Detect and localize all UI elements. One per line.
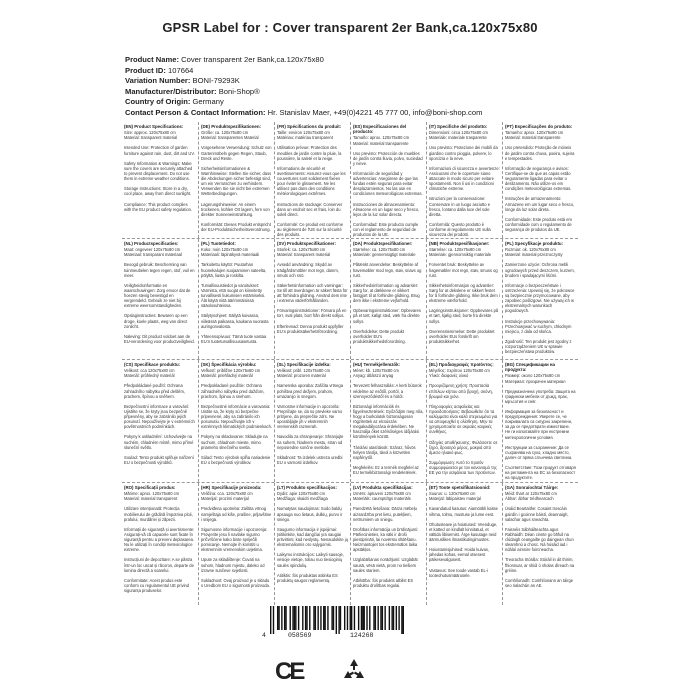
barcode-bar — [327, 606, 328, 630]
spec-block — [274, 483, 350, 605]
info-value: Cover transparent 2er Bank,ca.120x75x80 — [181, 55, 324, 64]
barcode-bar — [270, 606, 271, 634]
info-label: Product ID: — [125, 65, 166, 75]
barcode-bar — [294, 606, 295, 630]
info-label: Manufacturer/Distributor: — [125, 86, 217, 96]
spec-block — [350, 239, 426, 359]
barcode-bar — [351, 606, 352, 630]
spec-text: Izmērs: aptuveni 120x75x80 cm Materiāls: caurspīdīgs materiāls Paredzētā lietošana: Dārza mēbeļu aizsardzība pret lietu, putekļiem, netīrumiem un sniegu. Drošības informācija un brīdinājumi: Pārliecinieties, ka vāki ir droši piestiprināti, lai novērstu slīdēšanu. Neizmantojiet tos ekstremālos laika apstākļos. Uzglabāšanas norādījumi: Uzglabāt sausā, vēsā vietā, prom no tiešiem saules stariem. Atbilstība: Šis produkts atbilst ES produktu drošības regulai. — [353, 491, 419, 588]
spec-block — [122, 483, 198, 605]
page-title: GPSR Label for : Cover transparent 2er Bank,ca.120x75x80 — [162, 20, 538, 35]
barcode-bar — [396, 606, 397, 630]
barcode — [262, 606, 412, 642]
recycling-icon — [340, 656, 368, 684]
spec-row — [122, 482, 578, 605]
barcode-bar — [393, 606, 394, 630]
spec-heading: (IT) Specifiche del prodotto: — [429, 124, 488, 129]
spec-text: Storlek: ca. 120x75x80 cm Material: transparent material Avsedd användning: Skydd av trädgårdsmöbler mot regn, damm, smuts och snö. Säkerhetsinformation och varningar: Se till att överdragen är säkert fästa för att förhindra glidning. Använd dem inte i extrema väderförhållanden. Förvaringsinstruktioner: Förvara på en torr, sval plats, bort från direkt solljus. Efterlevnad: Denna produkt uppfyller EU:s produktsäkerhetsförordning. — [277, 247, 348, 334]
spec-block — [426, 360, 502, 482]
spec-block — [122, 360, 198, 482]
spec-block — [274, 360, 350, 482]
spec-heading: (DA) Produktspecifikationer: — [353, 241, 413, 246]
barcode-bar — [391, 606, 392, 630]
spec-heading: (GA) Sonraíochtaí Táirge: — [505, 485, 559, 490]
barcode-bar — [403, 606, 404, 634]
spec-text: Velikost: cca 120x75x80 cm Materiál: průhledný materiál Předpokládané použití: Ochrana zahradního nábytku před deštěm, prachem, špínou a sněhem. Bezpečnostní informace a varování: Ujistěte se, že kryty jsou bezpečně připevněny, aby se zabránilo jejich posunutí. Nepoužívejte je v extrémních povětrnostních podmínkách. Pokyny k uskladnění: Uchovávejte na suchém, chladném místě, mimo přímé sluneční světlo. Soulad: Tento produkt splňuje nařízení EU o bezpečnosti výrobků. — [124, 368, 195, 465]
barcode-bar — [292, 606, 293, 630]
spec-text: Size: approx. 120x75x80 cm Material: transparent material Intended Use: Protection of garden furniture against rain, dust, dirt and UV. Safety Information & Warnings: Make sure the covers are securely attached to prevent displacement. Do not use them in extreme weather conditions. Storage Instructions: Store in a dry, cool place, away from direct sunlight. Compliance: This product complies with the EU product safety regulation. — [124, 130, 195, 212]
barcode-bar — [323, 606, 324, 630]
barcode-bar — [320, 606, 321, 630]
info-row — [125, 97, 605, 108]
spec-text: Rozmiar: ok. 120x75x80 cm Materiał: materiał przezroczysty Zamierzone użycie: Ochrona mebli ogrodowych przed deszczem, kurzem, brudem i spadającymi liśćmi. Informacje o bezpieczeństwie i ostrzeżenia: Upewnij się, że pokrowce są bezpiecznie przymocowane, aby zapobiec poślizgowi. Nie używaj ich w ekstremalnych warunkach pogodowych. Instrukcje przechowywania: Przechowywać w suchym, chłodnym miejscu, z dala od słońca. Zgodność: Ten produkt jest zgodny z rozporządzeniem UE w sprawie bezpieczeństwa produktów. — [505, 247, 575, 355]
spec-text: Größe: ca. 120x75x80 cm Material: transparentes Material Vorgesehene Verwendung: Schutz von Gartenmöbeln gegen Regen, Staub, Dreck und Reste. Sicherheitsinformationen & Warnhinweise: Stellen Sie sicher, dass die Abdeckungen sicher befestigt sind, um ein Verrutschen zu verhindern. Verwenden Sie sie nicht bei extremen Wetterbedingungen. Lagerungshinweise: An einem trockenen, kühlen Ort lagern, fern von direkter Sonneneinstrahlung. Konformität: Dieses Produkt entspricht der EU-Produktsicherheitsverordnung. — [201, 130, 272, 232]
spec-block — [502, 360, 578, 482]
spec-text: Størrelse: ca. 120x75x80 cm Materiale: gjennomsiktig materiale Forventet bruk: Beskyttelse av hagemøbler mot regn, støv, smuss og rust. Sikkerhetsinformasjon og advarsler: Sørg for at dekslene er sikkert festet for å forhindre glidning. Ikke bruk dem i ekstreme værforhold. Lagringsinstruksjoner: Oppbevares på et tørt, kjølig sted, borte fra direkte sollys. Overensstemmelse: Dette produktet overholder EUs forskrift om produktsikkerhet. — [429, 247, 500, 344]
spec-text: Tamaño: aprox. 120x75x80 cm Material: material transparente Uso previsto: Protección de muebles de jardín contra lluvia, polvo, suciedad y nieve. Información de seguridad y advertencias: Asegúrese de que las fundas estén seguras para evitar desplazamientos. No las use en condiciones meteorológicas extremas. Instrucciones de almacenamiento: Almacene en un lugar seco y fresco, lejos de la luz solar directa. Conformidad: Este producto cumple con el reglamento de seguridad de productos de la UE. — [353, 135, 423, 238]
spec-block — [426, 122, 502, 238]
barcode-bar — [317, 606, 318, 630]
barcode-bar — [284, 606, 285, 630]
barcode-bar — [285, 606, 286, 630]
spec-text: Maat: ongeveer 120x75x80 cm Materiaal: transparant materiaal Beoogd gebruik: Bescherming van tuinmeubelen tegen regen, stof, vuil en meer. Veiligheidsinformatie en waarschuwingen: Zorg ervoor dat de hoezen stevig bevestigd en vergrendeld. Gebruik ze niet bij extreme weersomstandigheden. Opslaginstructies: Bewaren op een droge, koele plaats, weg van direct zonlicht. Naleving: Dit product voldoet aan de EU-verordening voor productveiligheid. — [124, 247, 195, 344]
spec-heading: (NB) Produktspesifikasjoner: — [429, 241, 490, 246]
barcode-right-digits: 124268 — [350, 632, 374, 639]
barcode-bar — [305, 606, 306, 630]
barcode-bar — [333, 606, 334, 630]
barcode-bar — [361, 606, 362, 630]
spec-block — [274, 239, 350, 359]
barcode-bar — [290, 606, 291, 630]
barcode-bar — [401, 606, 402, 634]
barcode-bar — [295, 606, 296, 630]
spec-text: Dimensioni: circa 120x75x80 cm Materiale: materiale trasparente Uso previsto: Protezione dei mobili da giardino contro pioggia, polvere, lo sporcizia e la neve. Informazioni di sicurezza e avvertenze: Assicurarsi che le coperture siano attaccate in modo sicuro per evitare spostamenti. Non li usi in condizioni climatiche estreme. Istruzioni per la conservazione: Conservare in un luogo asciutto e fresco, lontano dalla luce del sole diretta. Conformità: Questo prodotto è conforme al regolamento UE sulla sicurezza dei prodotti. — [429, 130, 500, 238]
spec-block — [122, 122, 198, 238]
barcode-bar — [366, 606, 367, 630]
spec-heading: (HU) Termékjellemzők: — [353, 362, 401, 367]
spec-text: Taille: environ 120x75x80 cm Matériau: matériau transparent Utilisation prévue: Protection des meubles de jardin contre la pluie, la poussière, la saleté et la neige. Informations de sécurité et avertissements: Assurez-vous que les couvertures sont solidement fixées pour éviter le glissement. Ne les utilisez pas dans des conditions météorologiques extrêmes. Instructions de stockage: Conserver dans un endroit sec et frais, loin du soleil direct. Conformité: Ce produit est conforme au règlement de l'UE sur la sécurité des produits. — [277, 130, 346, 238]
spec-heading: (ET) Toote spetsifikatsioonid: — [429, 485, 491, 490]
spec-heading: (NL) Productspecificaties: — [124, 241, 179, 246]
barcode-bar — [380, 606, 381, 630]
info-value: 107664 — [168, 65, 194, 75]
barcode-bar — [364, 606, 365, 630]
spec-block — [198, 239, 274, 359]
spec-text: Koko: noin 120x75x80 cm Materiaali: läpinäkyvä materiaali Tarkoitettu käyttö: Puutarhan huonekalujen suojaaminen sateelta, pölyltä, liasta ja roskilta. Turvallisuustiedot ja varoitukset: Varmista, että suojat on kiinnitetty turvallisesti liukumisen estämiseksi. Älä käytä niitä äärimmäisissä sääolosuhteissa. Säilytysohjeet: Säilytä kuivassa, viileässä paikassa, kaukana suorasta auringonvalosta. Yhteensopivuus: Tämä tuote vastaa EU:n tuoteturvallisuusasetusta. — [201, 247, 269, 344]
spec-text: Размер: около 120x75x80 cm Материал: прозрачен материал Предназначена употреба: Защита на градински мебели от дъжд, прах, мръсотия и сняг. Информация за безопасност и предупреждения: Уверете се, че покривалата са сигурно закрепени, за да се предотврати изместване. Не ги използвайте при екстремни метеорологични условия. Инструкции за съхранение: Да се съхранява на сухо, хладно място, далеч от пряка слънчева светлина. Съответствие: Този продукт отговаря на регламента на ЕС за безопасност на продуктите. — [505, 373, 576, 481]
barcode-bar — [278, 606, 279, 630]
spec-block — [426, 239, 502, 359]
spec-block — [198, 122, 274, 238]
spec-heading: (LV) Produkta specifikācijas: — [353, 485, 413, 490]
barcode-lead-digit: 4 — [262, 632, 266, 639]
spec-block — [122, 239, 198, 359]
barcode-bar — [354, 606, 355, 630]
barcode-bar — [315, 606, 316, 630]
barcode-left-digits: 058569 — [288, 632, 312, 639]
barcode-bar — [369, 606, 370, 630]
info-label: Variation Number: — [125, 76, 191, 85]
barcode-bar — [336, 606, 337, 634]
spec-block — [350, 483, 426, 605]
info-label: Country of Origin: — [125, 97, 191, 106]
barcode-bar — [350, 606, 351, 630]
barcode-bar — [273, 606, 274, 634]
barcode-bar — [324, 606, 325, 630]
barcode-bar — [389, 606, 390, 630]
spec-heading: (BG) Спецификации на продукта: — [505, 362, 555, 373]
info-value: Germany — [192, 97, 224, 106]
info-value: BONI-79293K — [192, 76, 240, 85]
spec-text: Méret: kb. 120x75x80 cm Anyag: átlátszó anyag Tervezett felhasználás: A kerti bútorok védelme az esőtől, portól, a szennyeződéstől és a hótól. Biztonsági információk és figyelmeztetések: Győződjön meg róla, hogy a burkolatok biztonságosan rögzítettek az elcsúszás megakadályozása érdekében. Ne használja őket szélsőséges időjárási körülmények között. Tárolási utasítások: Száraz, hűvös helyen tárolja, távol a közvetlen napfénytől. Megfelelés: Ez a termék megfelel az EU termékbiztonsági rendeletének. — [353, 368, 424, 476]
barcode-bar — [338, 606, 339, 634]
spec-heading: (DE) Produktspezifikationen: — [201, 124, 262, 129]
barcode-bar — [309, 606, 310, 630]
spec-text: Μέγεθος: περίπου 120x75x80 cm Υλικό: διαφανές υλικό Προοριζόμενη χρήση: Προστασία επίπλων κήπου από βροχή, σκόνη, βρωμιά και χιόνι. Πληροφορίες ασφαλείας και προειδοποιήσεις: Βεβαιωθείτε ότι τα καλύμματα είναι καλά στερεωμένα για να αποφευχθεί η ολίσθηση. Μην τα χρησιμοποιείτε σε ακραίες καιρικές συνθήκες. Οδηγίες αποθήκευσης: Φυλάσσετε σε ξηρό, δροσερό μέρος, μακριά από άμεσο ηλιακό φως. Συμμόρφωση: Αυτό το προϊόν συμμορφώνεται με τον κανονισμό της ΕΕ για την ασφάλεια των προϊόντων. — [429, 368, 498, 476]
info-label: Contact Person & Contact Information: — [125, 107, 266, 117]
spec-block — [502, 239, 578, 359]
barcode-bar — [382, 606, 383, 630]
barcode-bar — [373, 606, 374, 630]
spec-heading: (SV) Produktspecifikationer: — [277, 241, 337, 246]
spec-text: Veličina: cca. 120x75x80 cm Materijal: prozirni materijal Predviđena upotreba: Zaštita vrtnog namještaja od kiše, prašine, prljavštine i snijega. Sigurnosne informacije i upozorenja: Provjerite jesu li navlake sigurno pričvršćene kako biste spriječili pomicanje. Nemojte ih koristiti u ekstremnim vremenskim uvjetima. Upute za skladištenje: Čuvati na suhom, hladnom mjestu, daleko od izravne sunčeve svjetlosti. Sukladnost: Ovaj proizvod je u skladu s Uredbom EU o sigurnosti proizvoda. — [201, 491, 272, 588]
spec-text: Suurus: u. 120x75x80 cm Materjal: läbipaistev materjal Kavandatud kasutus: Aiamööbli kaitse vihma, tolmu, mustuse ja lume eest. Ohutusteave ja hoiatused: Veenduge, et katted on kindlalt kinnitatud, et vältida libisemist. Ärge kasutage neid äärmuslikes ilmastikutingimustes. Hoiustamisjuhised: Hoida kuivas, jahedas kohas, eemal otsesest päikesevalgusest. Vastavus: See toode vastab EL-i tooteohutusmäärusele. — [429, 491, 498, 578]
spec-row — [122, 359, 578, 482]
spec-heading: (PL) Tuotetiedot: — [201, 241, 236, 246]
spec-text: Tamanho: aprox. 120x75x80 cm Material: material transparente Uso pretendido: Proteção de móveis de jardim contra chuva, poeira, sujeira e tempestades. Informação de segurança e avisos: Certifique-se de que as capas estão seguramente ligadas para evitar o deslizamento. Não utilize-os em condições meteorológicas extremas. Instruções de armazenamento: Armazene em um lugar seco e fresco, longe da luz solar direta. Conformidade: Este produto está em conformidade com o regulamento de segurança de produtos da UE. — [505, 130, 575, 232]
spec-heading: (HR) Specifikacije proizvoda: — [201, 485, 262, 490]
spec-text: Velikost: pribl. 120x75x80 cm Material: prozoren material Namenska uporaba: Zaščita vrtnega pohištva pred dežjem, prahom, umazanijo in snegom. Varnostne informacije in opozorila: Prepričajte se, da so prevleke varno pritrjene, da preprečite zdrs. Ne uporabljajte jih v ekstremnih vremenskih razmerah. Navodila za shranjevanje: Shranjujte na suhem, hladnem mestu, stran od neposredne sončne svetlobe. Skladnost: Ta izdelek ustreza uredbi EU o varnosti izdelkov. — [277, 368, 344, 465]
spec-text: Méid: thart ar 120x75x80 cm Ábhar: ábhar trédhearcach Úsáid Beartaithe: Cosaint troscáin gairdín i gcoinne báistí, deannaigh, salachar agus sneachta. Faisnéis Sábháilteachta agus Rabhaidh: Déan cinnte go bhfuil na clúdaigh ceangailte go daingean chun sleamhnú a chosc. Ná húsáid iad i ndálaí aimsire foircneacha. Treoracha Stórála: Stóráil in áit thirim, fhionnuar, ar shiúl ó sholas díreach na gréine. Comhlíonadh: Comhlíonann an táirge seo rialachán an AE. — [505, 491, 575, 588]
spec-block — [198, 483, 274, 605]
barcode-bar — [375, 606, 376, 630]
info-row — [125, 55, 605, 66]
spec-block — [350, 360, 426, 482]
spec-heading: (CS) Specifikace produktu: — [124, 362, 181, 367]
spec-heading: (PT) Especificações do produto: — [505, 124, 573, 129]
barcode-bar — [281, 606, 282, 630]
spec-heading: (RO) Specificații produs: — [124, 485, 176, 490]
spec-block — [426, 483, 502, 605]
spec-block — [274, 122, 350, 238]
barcode-bar — [344, 606, 345, 630]
spec-heading: (ES) Especificaciones del producto: — [353, 124, 407, 135]
spec-heading: (EL) Προδιαγραφές προϊόντος: — [429, 362, 494, 367]
info-value: Boni-Shop® — [218, 86, 260, 96]
spec-block — [502, 122, 578, 238]
info-row — [125, 108, 605, 119]
ce-mark-icon: CE — [275, 658, 303, 685]
spec-row — [122, 122, 578, 238]
barcode-bar — [384, 606, 385, 630]
spec-block — [350, 122, 426, 238]
spec-heading: (PL) Specyfikacje produktu: — [505, 241, 564, 246]
spec-block — [502, 483, 578, 605]
spec-heading: (EN) Product Specifications: — [124, 124, 184, 129]
barcode-bar — [331, 606, 332, 630]
info-value: Hr. Stanislav Maer, +49(0)4221 45 777 00, info@boni-shop.com — [267, 107, 483, 117]
specifications-grid — [122, 122, 578, 605]
spec-text: Mărime: aprox. 120x75x80 cm Material: material transparent Utilizare intenționată: Protecția mobilierului de grădină împotriva ploii, prafului, murdăriei și zăpezii. Informații de siguranță și avertismente: Asigurați-vă că capacele sunt fixate în siguranță pentru a preveni deplasarea. Nu le utilizați în condiții meteorologice extreme. Instrucțiuni de depozitare: A se păstra într-un loc uscat și răcoros, departe de lumina directă a soarelui. Conformitate: Acest produs este conform cu regulamentul UE privind siguranța produselor. — [124, 491, 195, 593]
barcode-bar — [302, 606, 303, 630]
spec-text: Dydis: apie 120x75x80 cm Medžiaga: skaidri medžiaga Numatytas naudojimas: Sodo baldų apsauga nuo lietaus, dulkių, purvo ir sniego. Saugumo informacija ir įspėjimai: Įsitikinkite, kad dangčiai yra saugiai pritvirtinti, kad neslystų. Nenaudokite jų ekstremaliomis oro sąlygomis. Laikymo instrukcijos: Laikyti sausoje, vėsioje vietoje, toliau nuo tiesioginių saulės spindulių. Atitiktis: Šis produktas atitinka ES produktų saugos reglamentą. — [277, 491, 348, 583]
barcode-bars — [270, 606, 404, 634]
spec-heading: (FR) Spécifications du produit: — [277, 124, 342, 129]
info-label: Product Name: — [125, 55, 180, 64]
barcode-bar — [347, 606, 348, 630]
barcode-bar — [398, 606, 399, 630]
spec-heading: (LT) Produkto specifikacijos: — [277, 485, 337, 490]
spec-heading: (SK) Špecifikácia výrobku: — [201, 362, 257, 367]
barcode-bar — [277, 606, 278, 630]
spec-heading: (SL) Specifikacije izdelka: — [277, 362, 331, 367]
barcode-bar — [377, 606, 378, 630]
spec-row — [122, 238, 578, 359]
product-info — [125, 55, 605, 118]
spec-text: Veľkosť: približne 120x75x80 cm Materiál: priehľadný materiál Predpokladané použitie: Ochrana záhradného nábytku pred dažďom, prachom, špinou a snehom. Bezpečnostné informácie a varovania: Uistite sa, že kryty sú bezpečne pripevnené, aby sa zabránilo ich posunutiu. Nepoužívajte ich v extrémnych klimatických podmienkach. Pokyny na skladovanie: Skladujte na suchom, chladnom mieste, mimo priameho slnečného svetla. Súlad: Tento výrobok spĺňa nariadenie EÚ o bezpečnosti výrobkov. — [201, 368, 272, 465]
info-row — [125, 66, 605, 77]
spec-text: Størrelse: ca. 120x75x80 cm Materiale: gennemsigtigt materiale Påtænkt anvendelse: Beskyttelse af havemøbler mod regn, støv, snavs og rust. Sikkerhedsinformation og advarsler: Sørg for, at dækkene er sikkert fastgjort til at forhindre glidning. Brug dem ikke i ekstreme vejforhold. Opbevaringsinstruktioner: Opbevares på et tørt, køligt sted, væk fra direkte sollys. Overholdelse: Dette produkt overholder EU's produktsikkerhedsforordning. — [353, 247, 422, 344]
info-row — [125, 76, 605, 87]
barcode-bar — [358, 606, 359, 630]
barcode-bar — [298, 606, 299, 630]
barcode-bar — [306, 606, 307, 630]
info-row — [125, 87, 605, 98]
barcode-bar — [340, 606, 341, 630]
barcode-bar — [362, 606, 363, 630]
spec-block — [198, 360, 274, 482]
barcode-bar — [313, 606, 314, 630]
